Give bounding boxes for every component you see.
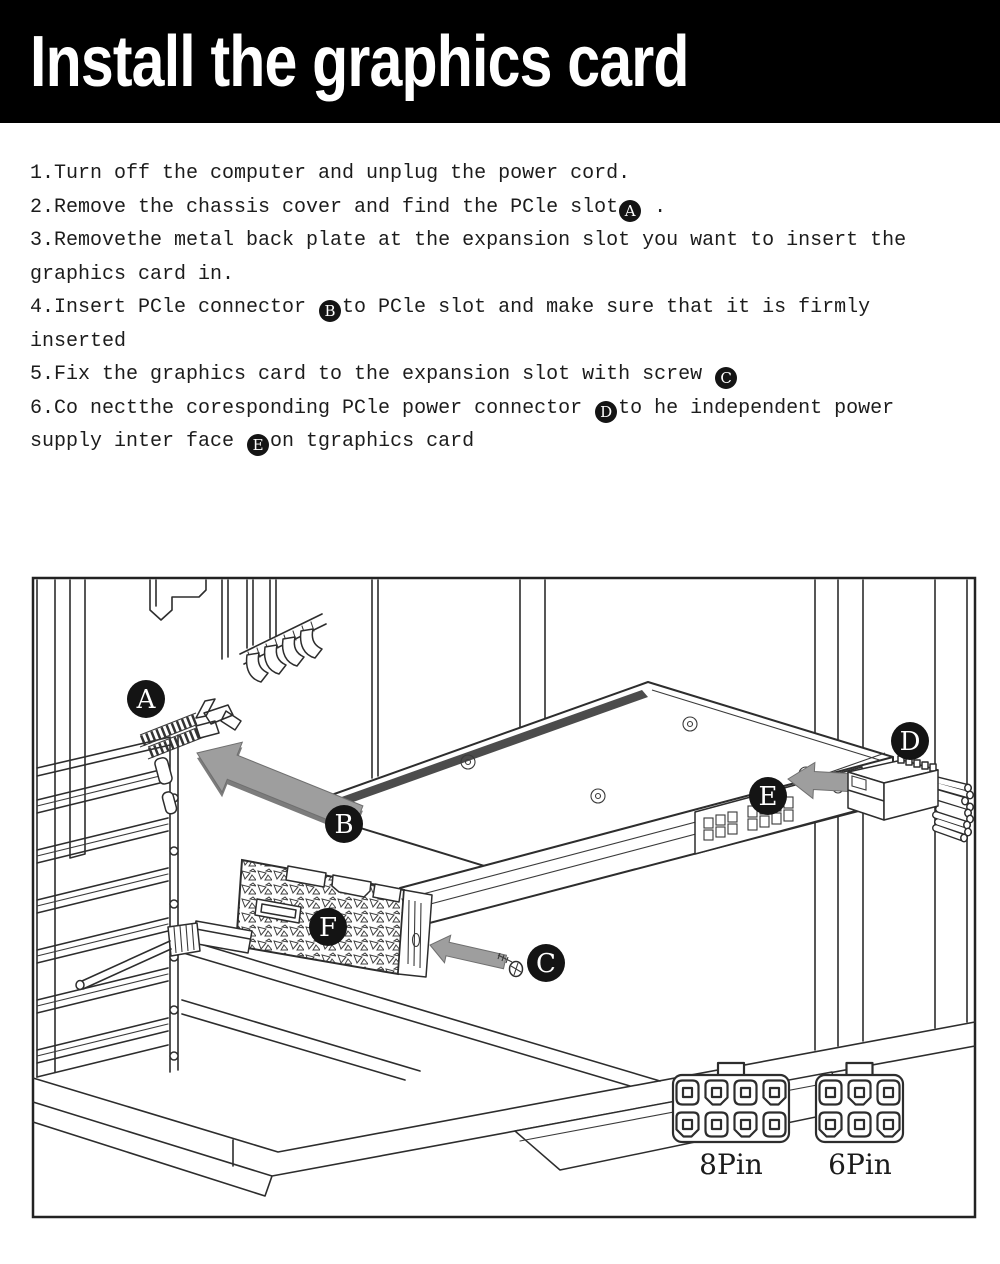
svg-text:F: F xyxy=(318,913,338,943)
instructions-list xyxy=(30,157,972,459)
step-ref-badge: B xyxy=(319,300,341,322)
pin-connector-6pin xyxy=(816,1063,903,1142)
callout-c xyxy=(527,944,565,982)
svg-text:C: C xyxy=(536,949,556,979)
instruction-line xyxy=(30,325,972,359)
instruction-line xyxy=(30,157,972,191)
svg-text:D: D xyxy=(899,727,921,757)
instruction-text: 6.Co nectthe coresponding PCle power connector xyxy=(30,396,595,420)
instruction-line xyxy=(30,358,972,392)
callout-e xyxy=(749,777,787,815)
plug-wires xyxy=(934,780,973,842)
pin-connector-6pin-label: 6Pin xyxy=(828,1148,892,1181)
pin-connector-8pin-label: 8Pin xyxy=(699,1148,763,1181)
svg-text:B: B xyxy=(334,810,354,840)
instruction-text: 3.Removethe metal back plate at the expansion slot you want to insert the xyxy=(30,229,907,252)
instruction-text: . xyxy=(642,195,667,219)
callout-b xyxy=(325,805,363,843)
instruction-text: graphics card in. xyxy=(30,262,235,286)
instruction-line xyxy=(30,191,972,225)
callout-a xyxy=(127,680,165,718)
instruction-line xyxy=(30,425,972,459)
instruction-line xyxy=(30,392,972,426)
step-ref-badge: E xyxy=(247,434,269,456)
instruction-text: inserted xyxy=(30,329,127,353)
instruction-line xyxy=(30,258,972,292)
svg-text:E: E xyxy=(758,782,778,812)
instruction-line xyxy=(30,224,972,258)
pin-connector-8pin xyxy=(673,1063,789,1142)
instruction-text: 1.Turn off the computer and unplug the power cord. xyxy=(30,162,631,185)
callout-f xyxy=(309,908,347,946)
instruction-text: 4.Insert PCle connector xyxy=(30,296,319,319)
step-ref-badge: A xyxy=(619,200,641,222)
svg-text:A: A xyxy=(136,685,156,715)
page-title: Install the graphics card xyxy=(30,21,689,102)
instruction-text: on tgraphics card xyxy=(270,430,475,453)
instruction-text: to PCle slot and make sure that it is firmly xyxy=(342,296,871,319)
instruction-text: 2.Remove the chassis cover and find the PCle slot xyxy=(30,195,619,219)
step-ref-badge: D xyxy=(595,401,617,423)
callout-d xyxy=(891,722,929,760)
step-ref-badge: C xyxy=(715,367,737,389)
instruction-text: supply inter face xyxy=(30,430,247,453)
instruction-text: to he independent power xyxy=(618,396,895,420)
instruction-line xyxy=(30,291,972,325)
instruction-text: 5.Fix the graphics card to the expansion slot with screw xyxy=(30,363,715,386)
